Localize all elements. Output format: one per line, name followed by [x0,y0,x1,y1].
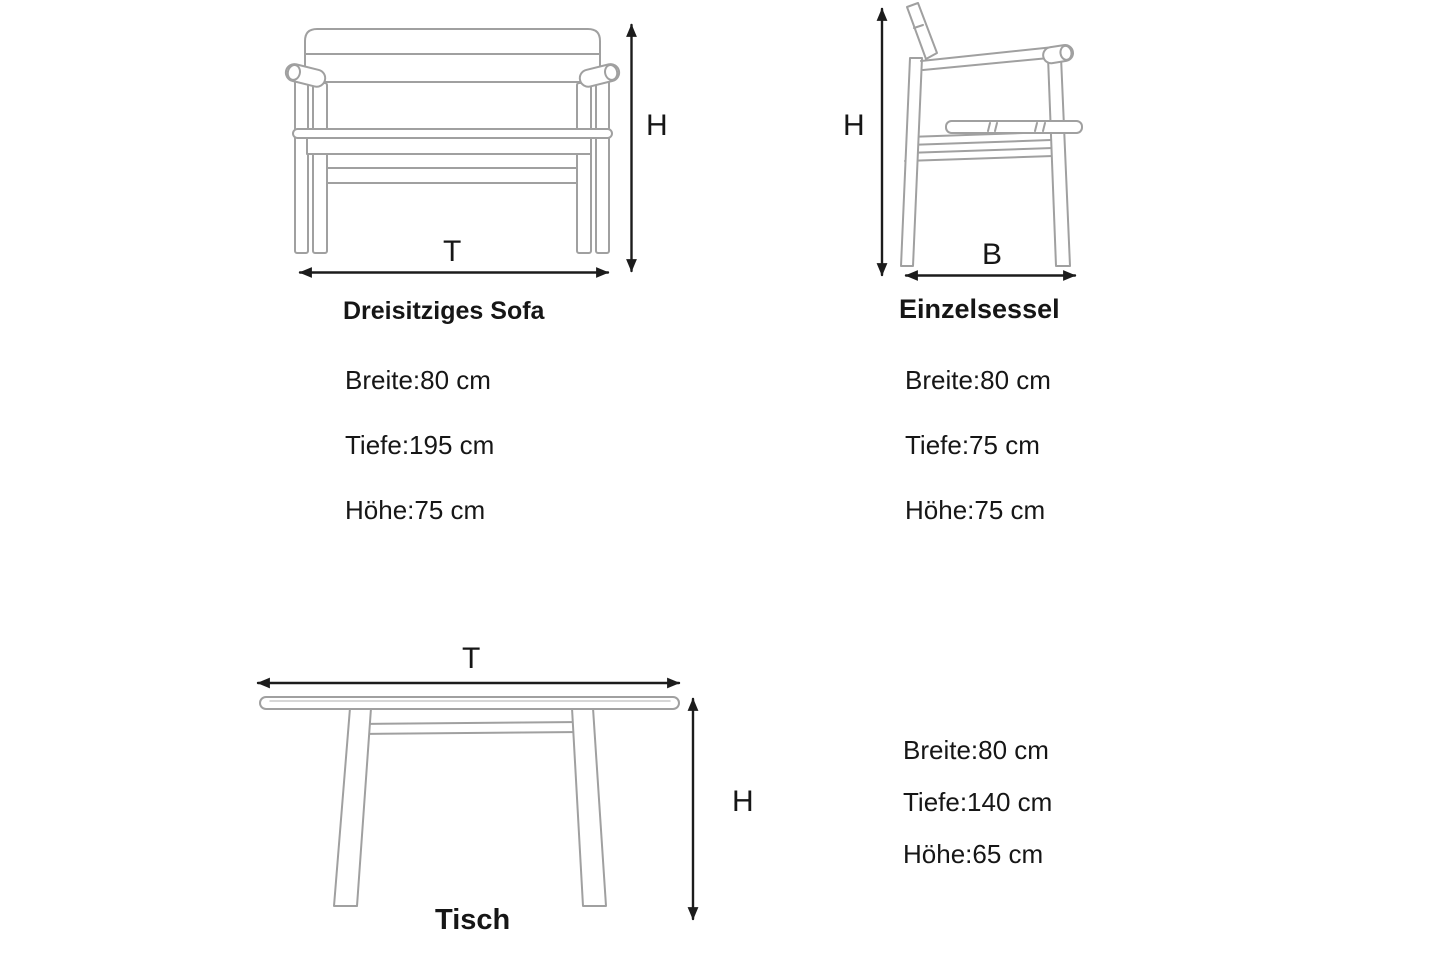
sofa-drawing [284,29,621,253]
sofa-spec-tiefe: Tiefe:195 cm [345,430,495,460]
sofa-seat [293,129,612,138]
sofa-apron [307,138,591,154]
chair-backrest-slat [907,3,937,59]
sofa-leg-outer-right [596,80,609,253]
table-depth-label: T [462,642,481,675]
chair-height-label: H [843,109,865,142]
sofa-height-label: H [646,109,668,142]
sofa-leg-inner-right [577,83,591,253]
sofa-armrest-left [284,62,327,88]
table-left-leg [334,708,371,906]
chair-stretcher [905,148,1053,161]
sofa-leg-inner-left [313,83,327,253]
chair-armrest [921,47,1054,70]
chair-spec-hoehe: Höhe:75 cm [905,495,1046,525]
sofa-backrest [305,29,600,74]
table-spec-hoehe: Höhe:65 cm [903,839,1044,869]
sofa-leg-outer-left [295,80,308,253]
table-height-label: H [732,785,754,818]
chair-drawing [901,3,1082,266]
table-dimension-arrows [258,683,693,919]
table-stretcher [360,722,582,734]
chair-title: Einzelsessel [899,294,1060,324]
chair-front-leg [1048,57,1070,266]
chair-spec-breite: Breite:80 cm [905,365,1051,395]
table-title: Tisch [435,904,511,936]
sofa-armrest-right [578,62,621,88]
table-spec-breite: Breite:80 cm [903,735,1049,765]
sofa-spec-hoehe: Höhe:75 cm [345,495,486,525]
table-top [260,697,679,709]
table-drawing [260,697,679,906]
sofa-title: Dreisitziges Sofa [343,297,545,325]
chair-backrest-joint [914,25,923,28]
chair-width-label: B [982,238,1003,271]
sofa-spec-breite: Breite:80 cm [345,365,491,395]
chair-seat [946,121,1082,133]
sofa-stretcher [320,168,583,183]
table-right-leg [572,708,606,906]
sofa-depth-label: T [443,235,462,268]
chair-spec-tiefe: Tiefe:75 cm [905,430,1040,460]
table-spec-tiefe: Tiefe:140 cm [903,787,1053,817]
chair-back-leg [901,58,922,266]
